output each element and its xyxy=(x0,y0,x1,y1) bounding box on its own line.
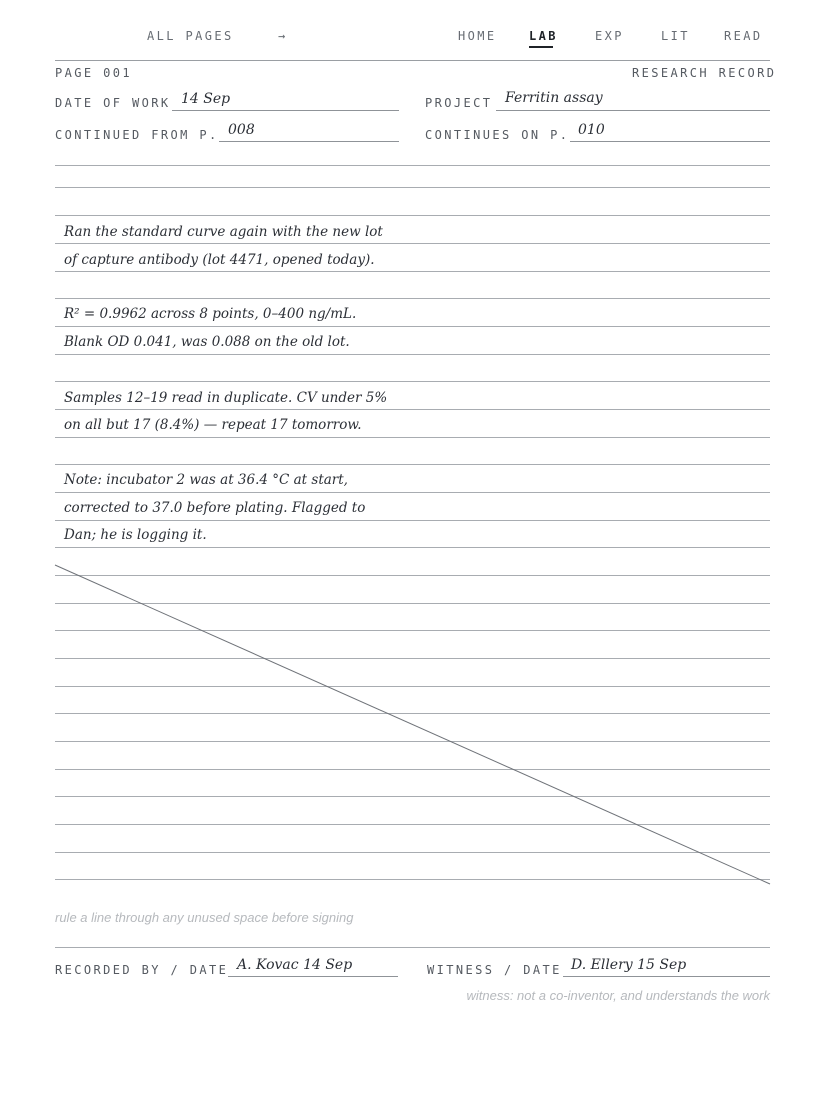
all-pages-link[interactable]: ALL PAGES xyxy=(147,29,234,43)
note-line: Dan; he is logging it. xyxy=(64,527,207,543)
record-type: RESEARCH RECORD xyxy=(632,66,777,80)
witness-label: WITNESS / DATE xyxy=(427,963,562,977)
continues-on-field[interactable]: 010 xyxy=(578,122,605,138)
witness-line xyxy=(563,976,770,977)
page-number: PAGE 001 xyxy=(55,66,132,80)
note-line: Ran the standard curve again with the new lot xyxy=(64,224,383,240)
recorded-by-label: RECORDED BY / DATE xyxy=(55,963,229,977)
signing-instruction: rule a line through any unused space before signing xyxy=(55,910,354,925)
nav-exp[interactable]: EXP xyxy=(595,29,624,43)
note-line: Blank OD 0.041, was 0.088 on the old lot. xyxy=(64,334,350,350)
nav-lit[interactable]: LIT xyxy=(661,29,690,43)
nav-home[interactable]: HOME xyxy=(458,29,497,43)
note-line: on all but 17 (8.4%) — repeat 17 tomorrow. xyxy=(64,417,362,433)
nav-lab[interactable]: LAB xyxy=(529,29,558,43)
date-of-work-field[interactable]: 14 Sep xyxy=(181,91,231,107)
note-line: R² = 0.9962 across 8 points, 0–400 ng/mL. xyxy=(64,306,357,322)
note-line: of capture antibody (lot 4471, opened today). xyxy=(64,252,375,268)
recorded-by-line xyxy=(228,976,398,977)
footer-divider xyxy=(55,947,770,948)
continues-on-label: CONTINUES ON P. xyxy=(425,128,570,142)
continued-from-field[interactable]: 008 xyxy=(228,122,255,138)
nav-read[interactable]: READ xyxy=(724,29,763,43)
project-field[interactable]: Ferritin assay xyxy=(505,90,603,106)
date-of-work-label: DATE OF WORK xyxy=(55,96,171,110)
project-label: PROJECT xyxy=(425,96,493,110)
recorded-by-signature[interactable]: A. Kovac 14 Sep xyxy=(237,957,353,973)
note-line: Note: incubator 2 was at 36.4 °C at start, xyxy=(64,472,348,488)
continued-from-label: CONTINUED FROM P. xyxy=(55,128,219,142)
note-line: Samples 12–19 read in duplicate. CV under 5% xyxy=(64,390,388,406)
witness-signature[interactable]: D. Ellery 15 Sep xyxy=(571,957,687,973)
arrow-right-icon[interactable]: → xyxy=(278,29,286,43)
note-line: corrected to 37.0 before plating. Flagged to xyxy=(64,500,366,516)
witness-note: witness: not a co-inventor, and understands the work xyxy=(466,988,770,1003)
